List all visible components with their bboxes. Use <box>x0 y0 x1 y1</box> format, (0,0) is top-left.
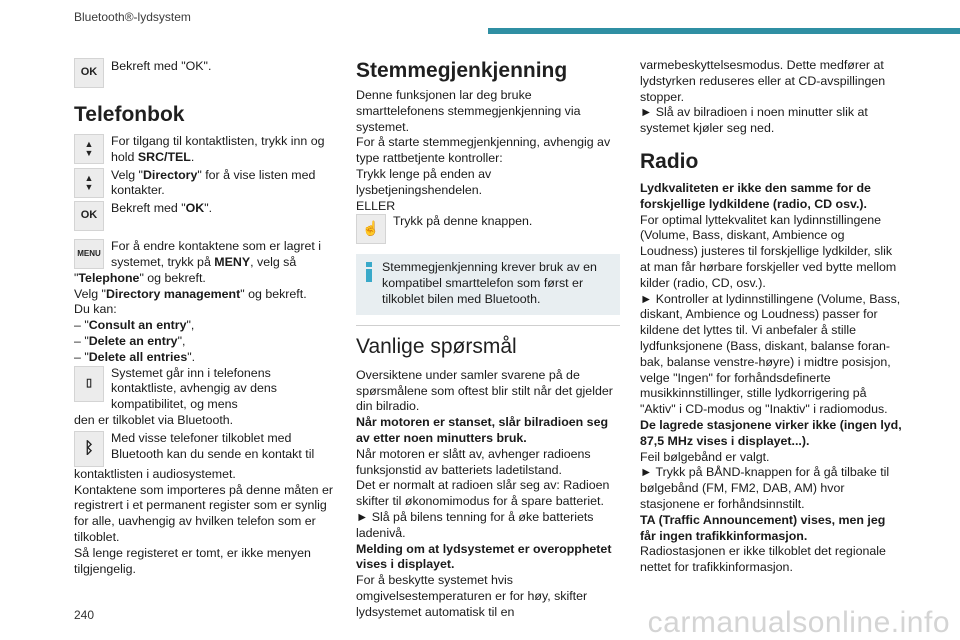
voice-command-icon: ☝ <box>356 214 386 244</box>
text: Så lenge registeret er tomt, er ikke menyen tilgjengelig. <box>74 545 311 576</box>
page-number: 240 <box>74 608 95 622</box>
text: ► Kontroller at lydinnstillingene (Volume, Bass, diskant, Ambience og Loudness) passer for kildene det lyttes til. Vi anbefaler å stille lydfunksjonene (Bass, diskant, balanse foran-bak, balanse venstre-høyre) i midtre posisjon, velge "Ingen" for forhåndsdefinerte musikkinnstillinger, stille lydkorrigering på "Aktiv" i CD-modus og "Inaktiv" i radiomodus. <box>640 291 901 417</box>
heading-telefonbok: Telefonbok <box>74 103 185 126</box>
header-accent-bar <box>488 28 960 34</box>
text: Trykk på denne knappen. <box>393 214 533 229</box>
up-down-arrows-icon: ▲ ▼ <box>74 168 104 198</box>
header-title: Bluetooth®-lydsystem <box>74 10 191 24</box>
ok-step <box>74 58 336 88</box>
question: De lagrede stasjonene virker ikke (ingen lyd, 87,5 MHz vises i displayet...). <box>640 417 902 448</box>
text: kontaktlisten i audiosystemet. <box>74 466 236 481</box>
list-item: – "Consult an entry", <box>74 318 195 333</box>
text: For tilgang til kontaktlisten, trykk inn og hold SRC/TEL. <box>111 134 325 164</box>
text: ► Trykk på BÅND-knappen for å gå tilbake til bølgebånd (FM, FM2, DAB, AM) hvor stasjonene er forhåndsinnstilt. <box>640 465 890 511</box>
phone-contacts-icon: ▯ <box>74 366 104 402</box>
heading-stemmegjenkjenning: Stemmegjenkjenning <box>356 59 568 82</box>
info-icon <box>366 262 372 282</box>
text: Systemet går inn i telefonens kontaktliste, avhengig av dens kompatibilitet, og mens <box>111 365 278 412</box>
heading-faq: Vanlige spørsmål <box>356 334 517 358</box>
step <box>74 134 336 166</box>
step <box>356 214 620 244</box>
step <box>74 201 336 231</box>
step <box>74 239 336 271</box>
text: Bekreft med "OK". <box>111 201 213 216</box>
note-text: Stemmegjenkjenning krever bruk av en kompatibel smarttelefon som først er tilkoblet bilen med Bluetooth. <box>382 260 597 306</box>
question: TA (Traffic Announcement) vises, men jeg får ingen trafikkinformasjon. <box>640 512 886 543</box>
text: Velg "Directory" for å vise listen med kontakter. <box>111 167 316 198</box>
text: Radiostasjonen er ikke tilkoblet det regionale nettet for trafikkinformasjon. <box>640 544 886 575</box>
question: Melding om at lydsystemet er overopphetet vises i displayet. <box>356 541 612 572</box>
text: Denne funksjonen lar deg bruke smarttelefonens stemmegjenkjenning via systemet. <box>356 88 581 134</box>
text: Trykk lenge på enden av lysbetjeningshendelen. <box>356 166 492 197</box>
text: Bekreft med "OK". <box>111 59 212 73</box>
list-item: – "Delete an entry", <box>74 333 186 348</box>
text: Det er normalt at radioen slår seg av: Radioen skifter til økonomimodus for å spare batteriet. <box>356 478 610 509</box>
text: Oversiktene under samler svarene på de spørsmålene som oftest blir stilt når det gjelder din bilradio. <box>356 367 613 414</box>
question: Lydkvaliteten er ikke den samme for de forskjellige lydkildene (radio, CD osv.). <box>640 180 871 211</box>
up-down-arrows-icon: ▲ ▼ <box>74 134 104 164</box>
text: "Telephone" og bekreft. <box>74 270 206 285</box>
text: Du kan: <box>74 302 117 317</box>
column-left <box>74 58 336 577</box>
divider <box>356 325 620 326</box>
info-note <box>356 254 620 314</box>
text: For å beskytte systemet hvis omgivelsestemperaturen er for høy, skifter lydsystemet automatisk til en <box>356 573 588 619</box>
watermark: carmanualsonline.info <box>647 606 950 639</box>
text: Feil bølgebånd er valgt. <box>640 449 770 464</box>
list-item: – "Delete all entries". <box>74 349 196 364</box>
step <box>74 366 336 413</box>
text: ► Slå av bilradioen i noen minutter slik at systemet kjøler seg ned. <box>640 105 868 136</box>
text: ► Slå på bilens tenning for å øke batteriets ladenivå. <box>356 509 594 540</box>
menu-button-icon: MENU <box>74 239 104 269</box>
text: For å starte stemmegjenkjenning, avhengig av type rattbetjente kontroller: <box>356 135 611 166</box>
text: varmebeskyttelsesmodus. Dette medfører at lydstyrken reduseres eller at CD-avspillingen stopper. <box>640 58 886 104</box>
text: Kontaktene som importeres på denne måten er registrert i et permanent register som er synlig for alle, uavhengig av hvilken telefon som er tilkoblet. <box>74 482 333 544</box>
column-middle <box>356 58 620 621</box>
text: Når motoren er slått av, avhenger radioens funksjonstid av batteriets ladetilstand. <box>356 446 591 477</box>
text: Med visse telefoner tilkoblet med Bluetooth kan du sende en kontakt til <box>111 430 315 461</box>
step <box>74 168 336 200</box>
ok-button-icon: OK <box>74 58 104 88</box>
text: ELLER <box>356 198 396 213</box>
text: For å endre kontaktene som er lagret i systemet, trykk på MENY, velg så <box>111 239 322 269</box>
question: Når motoren er stanset, slår bilradioen seg av etter noen minutters bruk. <box>356 415 609 445</box>
bluetooth-icon: ᛒ <box>74 431 104 467</box>
column-right <box>640 58 904 576</box>
heading-radio: Radio <box>640 149 699 173</box>
text: Velg "Directory management" og bekreft. <box>74 286 307 301</box>
ok-button-icon: OK <box>74 201 104 231</box>
text: den er tilkoblet via Bluetooth. <box>74 412 234 427</box>
step <box>74 431 336 467</box>
text: For optimal lyttekvalitet kan lydinnstillingene (Volume, Bass, diskant, Ambience og Loudness) justeres til forskjellige lydkilder, slik at man får hørbare forskjeller ved bytte mellom kilder (radio, CD, osv.). <box>640 212 897 290</box>
